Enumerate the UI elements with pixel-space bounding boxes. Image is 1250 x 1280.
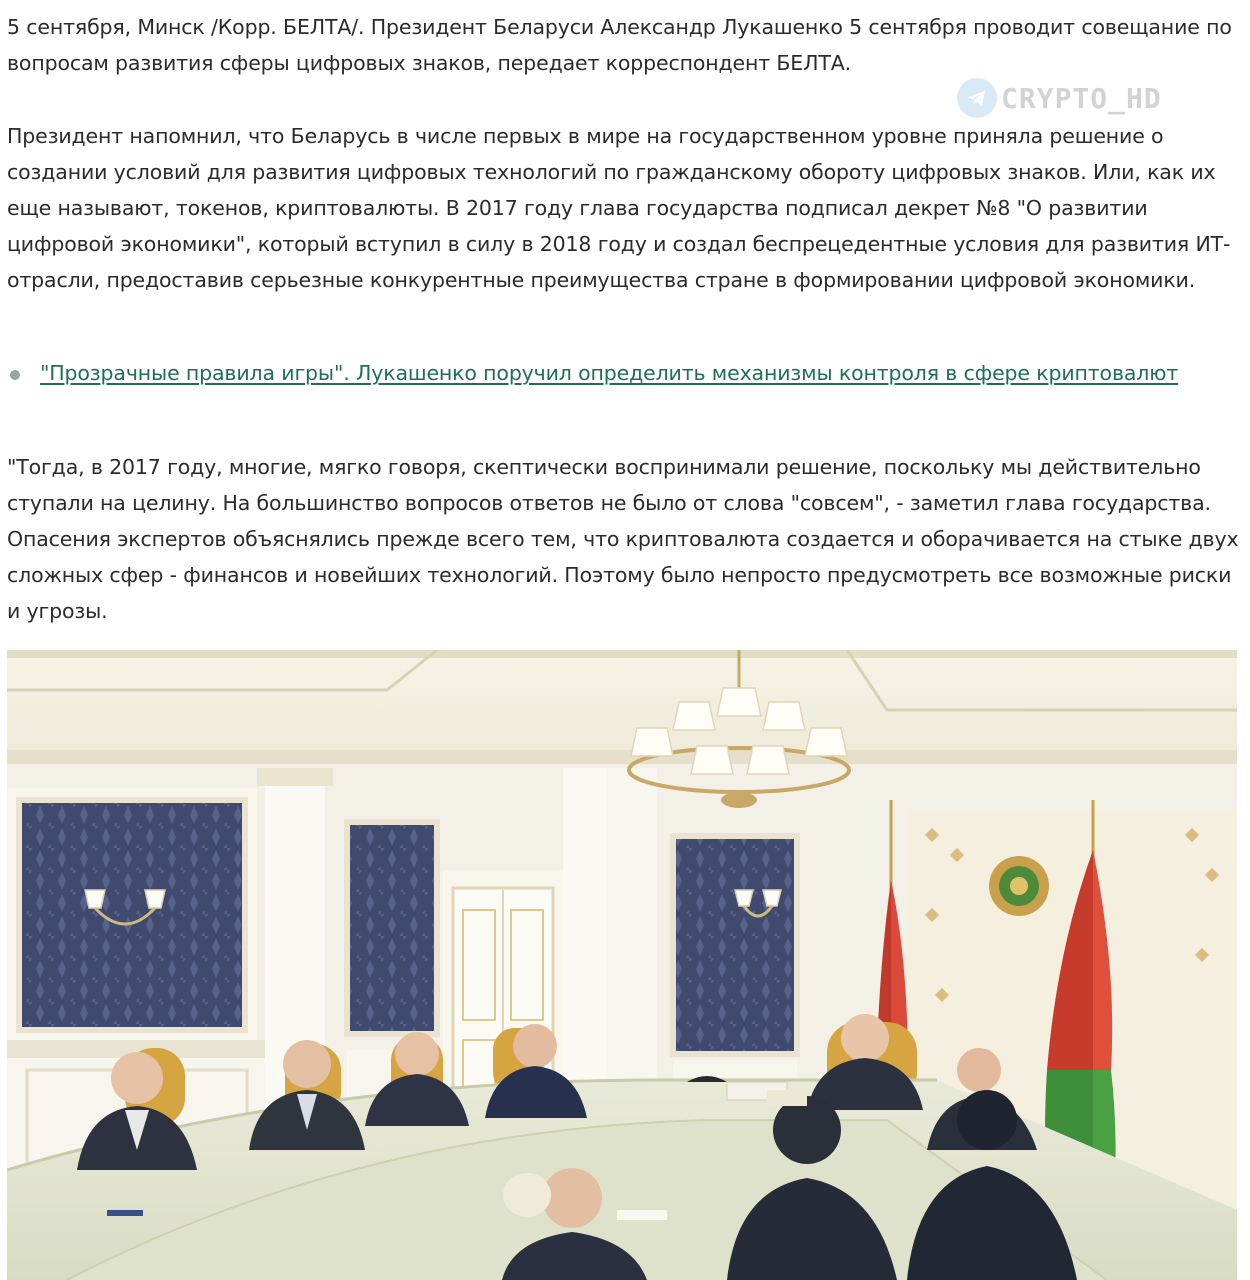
paragraph-quote: "Тогда, в 2017 году, многие, мягко говоря, скептически воспринимали решение, поскольку мы действительно ступали на целину. На большинство вопросов ответов не было от слова "совсем", - заметил глава государства. Опасения экспертов объяснялись прежде всего тем, что криптовалюта создается и оборачивается на стыке двух сложных сфер - финансов и новейших технологий. Поэтому было непросто предусмотреть все возможные риски и угрозы.	[7, 455, 1239, 623]
telegram-icon	[957, 78, 997, 118]
channel-watermark	[957, 76, 1162, 120]
paragraph-decree: Президент напомнил, что Беларусь в числе первых в мире на государственном уровне приняла решение о создании условий для развития цифровых технологий по гражданскому обороту цифровых знаков. Или, как их еще называют, токенов, криптовалюты. В 2017 году глава государства подписал декрет №8 "О развитии цифровой экономики", который вступил в силу в 2018 году и создал беспрецедентные условия для развития ИТ-отрасли, предоставив серьезные конкурентные преимущества стране в формировании цифровой экономики.	[7, 124, 1231, 292]
watermark-text: CRYPTO_HD	[1001, 81, 1162, 115]
bullet-icon	[10, 370, 20, 380]
meeting-photo	[7, 650, 1237, 1280]
lead-paragraph: 5 сентября, Минск /Корр. БЕЛТА/. Президент Беларуси Александр Лукашенко 5 сентября проводит совещание по вопросам развития сферы цифровых знаков, передает корреспондент БЕЛТА.	[7, 15, 1232, 75]
related-article	[7, 355, 1243, 391]
related-article-link[interactable]: "Прозрачные правила игры". Лукашенко поручил определить механизмы контроля в сфере криптовалют	[40, 361, 1179, 385]
